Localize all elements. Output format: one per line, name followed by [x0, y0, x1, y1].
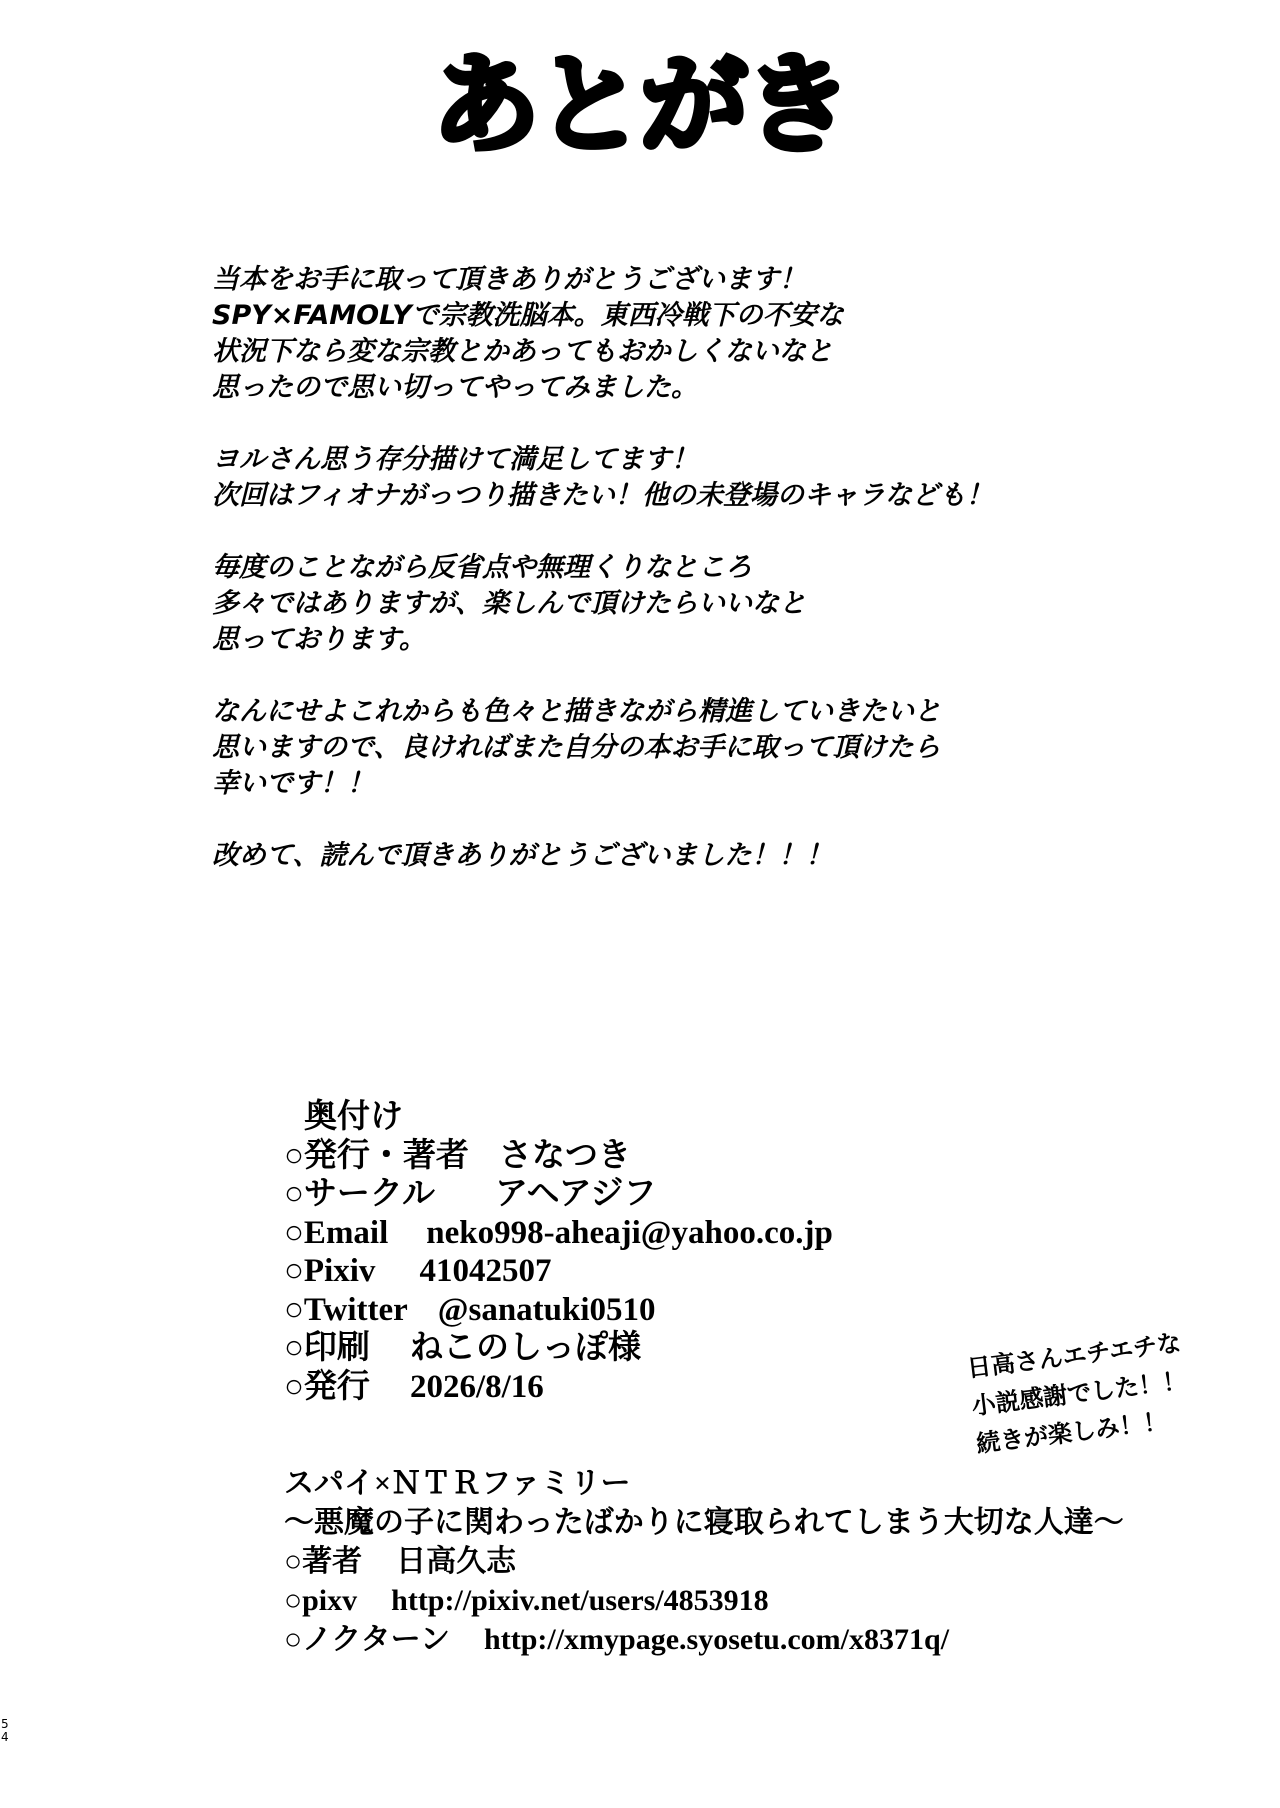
colophon-row-circle	[284, 1175, 833, 1214]
novel-credits	[284, 1464, 1124, 1659]
colophon-heading: 奥付け	[304, 1099, 403, 1135]
text-line: 改めて、読んで頂きありがとうございました！！！	[212, 840, 833, 871]
row-label: ○Twitter	[284, 1291, 408, 1328]
note-line: 小説感謝でした！！	[970, 1366, 1189, 1421]
afterword-paragraph	[212, 694, 1212, 802]
credits-row-pixiv	[284, 1581, 1124, 1620]
text-line: 毎度のことながら反省点や無理くりなところ	[212, 552, 752, 583]
twitter-handle-link[interactable]: @sanatuki0510	[437, 1291, 656, 1328]
text-line: 思いますので、良ければまた自分の本お手に取って頂けたら	[212, 732, 941, 763]
text-line: SPY×FAMOLYで宗教洗脳本。東西冷戦下の不安な	[212, 300, 844, 331]
row-label: ○発行	[284, 1368, 370, 1405]
afterword-paragraph	[212, 838, 1212, 874]
text-line: なんにせよこれからも色々と描きながら精進していきたいと	[212, 696, 941, 727]
colophon-row-twitter	[284, 1291, 833, 1330]
page-title: あとがき	[431, 43, 848, 168]
novel-title: スパイ×ＮＴＲファミリー	[284, 1467, 631, 1500]
pixiv-url-link[interactable]: http://pixiv.net/users/4853918	[391, 1584, 769, 1617]
colophon-row-date	[284, 1368, 833, 1407]
row-value: ねこのしっぽ様	[409, 1330, 641, 1366]
text-line: 状況下なら変な宗教とかあってもおかしくないなと	[212, 336, 833, 367]
text-line: 多々ではありますが、楽しんで頂けたらいいなと	[212, 588, 806, 619]
row-value: 2026/8/16	[409, 1368, 544, 1405]
afterword-paragraph	[212, 442, 1212, 514]
afterword-paragraph	[212, 550, 1212, 658]
row-value: 日高久志	[396, 1545, 517, 1578]
row-label: ○著者	[284, 1545, 363, 1578]
colophon-row-publisher	[284, 1137, 833, 1176]
row-label: ○pixv	[284, 1584, 358, 1617]
row-value: 41042507	[419, 1253, 552, 1289]
note-line: 続きが楽しみ！！	[974, 1406, 1169, 1459]
text-line: 思ったので思い切ってやってみました。	[212, 372, 698, 403]
row-label: ○発行・著者	[284, 1137, 469, 1174]
credits-row-nocturne	[284, 1620, 1124, 1659]
note-line: 日高さんエチエチな	[965, 1328, 1183, 1383]
row-label: ○サークル	[284, 1176, 435, 1212]
afterword-text	[212, 262, 1212, 910]
colophon-row-printer	[284, 1329, 833, 1368]
text-line: ヨルさん思う存分描けて満足してます！	[212, 444, 698, 475]
page-number-digit: 5	[1, 1717, 9, 1731]
text-line: 当本をお手に取って頂きありがとうございます！	[212, 264, 806, 295]
row-value: アヘアジフ	[494, 1176, 657, 1212]
email-link[interactable]: neko998-aheaji@yahoo.co.jp	[426, 1214, 833, 1251]
row-label: ○Email	[284, 1214, 389, 1251]
page-number-digit: 4	[1, 1730, 9, 1744]
text-line: 次回はフィオナがっつり描きたい！他の未登場のキャラなども！	[212, 480, 993, 511]
page-number	[1, 1718, 11, 1744]
handwritten-note	[965, 1324, 1193, 1463]
nocturne-url-link[interactable]: http://xmypage.syosetu.com/x8371q/	[484, 1623, 950, 1656]
credits-row-author	[284, 1542, 1124, 1581]
row-value: さなつき	[498, 1137, 631, 1174]
text-line: 幸いです！！	[212, 768, 374, 799]
colophon	[284, 1098, 833, 1406]
novel-subtitle: 〜悪魔の子に関わったばかりに寝取られてしまう大切な人達〜	[284, 1506, 1124, 1539]
row-label: ○Pixiv	[284, 1253, 376, 1289]
colophon-row-pixiv	[284, 1252, 833, 1291]
afterword-paragraph	[212, 262, 1212, 406]
colophon-row-email	[284, 1214, 833, 1253]
text-line: 思っております。	[212, 624, 426, 655]
row-label: ○ノクターン	[284, 1623, 451, 1656]
row-label: ○印刷	[284, 1330, 370, 1366]
